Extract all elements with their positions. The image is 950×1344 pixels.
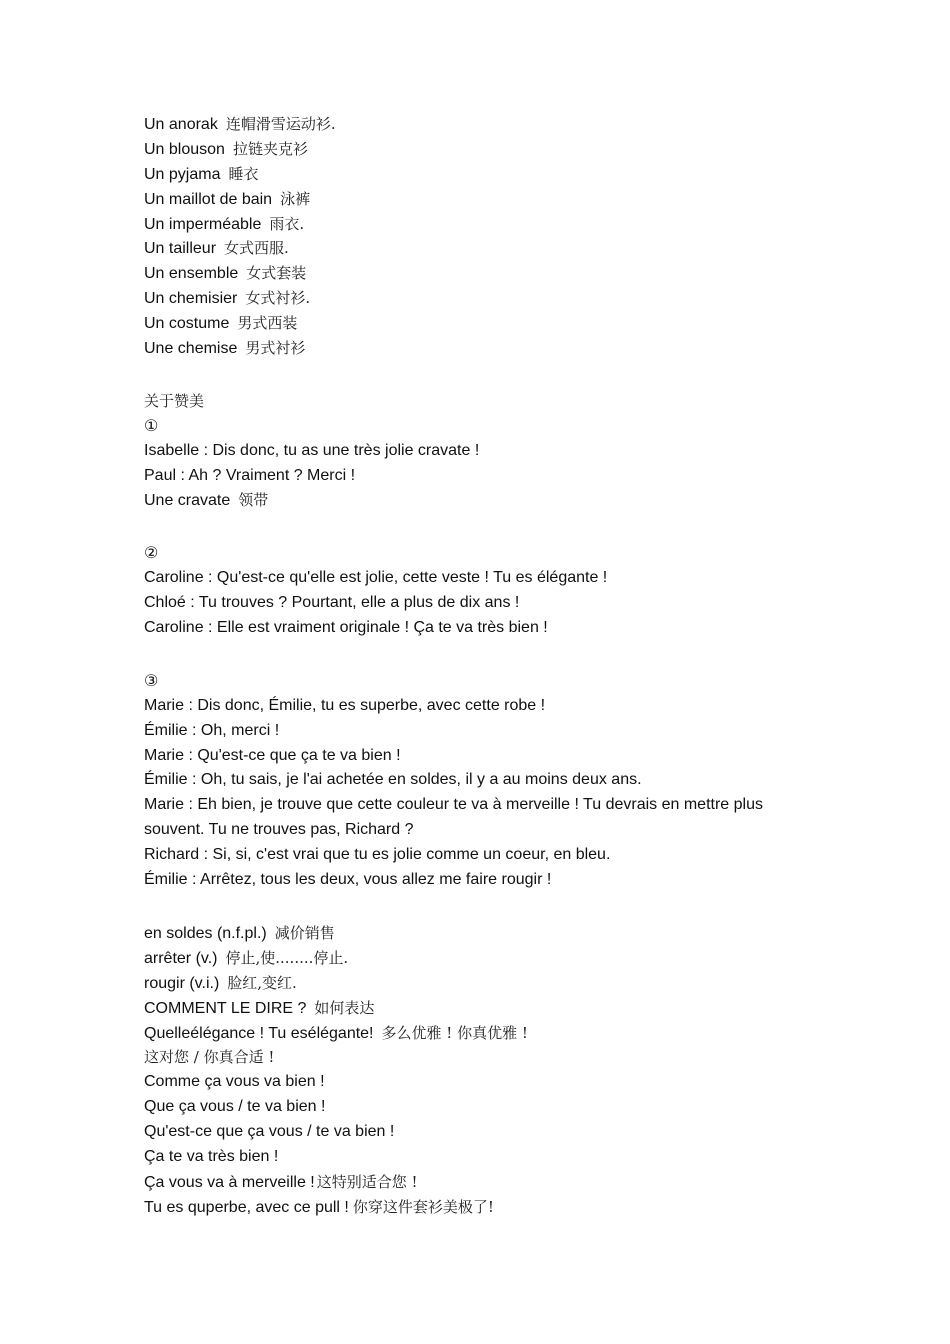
vocab-zh: 男式衬衫	[245, 339, 306, 358]
dialog-line: Paul : Ah ? Vraiment ? Merci !	[144, 466, 356, 484]
section-title: 关于赞美	[144, 391, 205, 410]
dialog-line: Émilie : Oh, tu sais, je l'ai achetée en soldes, il y a au moins deux ans.	[144, 771, 642, 789]
vocab-fr: Un pyjama	[144, 165, 221, 183]
vocab-fr: Une cravate	[144, 492, 231, 510]
dialog-marker: ②	[144, 543, 159, 563]
note-item	[144, 1045, 844, 1070]
note-fr: COMMENT LE DIRE ?	[144, 999, 307, 1017]
vocab-item	[144, 236, 844, 261]
spacer	[144, 513, 844, 541]
note-fr: Ça vous va à merveille !	[144, 1173, 315, 1191]
vocab-item	[144, 261, 844, 286]
note-fr: Quelleélégance ! Tu eséléganteǃ	[144, 1024, 374, 1042]
vocab-zh: 女式西服.	[224, 239, 289, 258]
dialog-3	[144, 669, 844, 893]
note-item	[144, 1021, 844, 1046]
note-item: Qu'est-ce que ça vous / te va bien !	[144, 1123, 395, 1141]
vocab-item	[144, 311, 844, 336]
note-item	[144, 971, 844, 996]
vocab-zh: 雨衣.	[269, 214, 305, 233]
vocab-fr: Une chemise	[144, 340, 238, 358]
dialog-line: Chloé : Tu trouves ? Pourtant, elle a plus de dix ans !	[144, 594, 520, 612]
note-fr: arrêter (v.)	[144, 949, 218, 967]
dialog-line: Richard : Si, si, c'est vrai que tu es jolie comme un coeur, en bleu.	[144, 846, 611, 864]
spacer	[144, 361, 844, 389]
spacer	[144, 893, 844, 921]
note-zh: 停止,使........停止.	[225, 948, 349, 967]
vocab-item	[144, 286, 844, 311]
note-item	[144, 1195, 844, 1220]
vocab-list	[144, 112, 844, 361]
vocab-fr: Un blouson	[144, 140, 225, 158]
vocab-fr: Un maillot de bain	[144, 190, 273, 208]
dialog-line: Caroline : Elle est vraiment originale ! Ça te va très bien !	[144, 619, 548, 637]
dialog-1	[144, 414, 844, 514]
note-zh: 你穿这件套衫美极了!	[352, 1197, 494, 1216]
note-zh: 这特别适合您 !	[316, 1172, 418, 1191]
note-zh: 脸红,变红.	[227, 973, 297, 992]
vocab-zh: 领带	[238, 491, 269, 510]
vocab-zh: 男式西装	[237, 314, 298, 333]
vocab-zh: 女式衬衫.	[245, 289, 311, 308]
vocab-item	[144, 187, 844, 212]
vocab-zh: 拉链夹克衫	[232, 139, 308, 158]
vocab-fr: Un chemisier	[144, 290, 238, 308]
vocab-fr: Un tailleur	[144, 240, 217, 258]
vocab-zh: 连帽滑雪运动衫.	[225, 115, 336, 133]
dialog-line: Caroline : Qu'est-ce qu'elle est jolie, cette veste ! Tu es élégante !	[144, 569, 608, 587]
dialog-marker: ①	[144, 415, 159, 435]
vocab-fr: Un ensemble	[144, 265, 239, 283]
vocab-item	[144, 112, 844, 137]
vocab-fr: Un imperméable	[144, 215, 262, 233]
note-item	[144, 1170, 844, 1195]
vocab-zh: 睡衣	[228, 164, 259, 183]
dialog-marker: ③	[144, 670, 159, 690]
note-zh: 多么优雅 ! 你真优雅 !	[381, 1023, 528, 1042]
vocab-item	[144, 162, 844, 187]
note-fr: Tu es quperbe, avec ce pull !	[144, 1198, 349, 1216]
spacer	[144, 641, 844, 669]
note-zh: 这对您 / 你真合适 !	[144, 1048, 275, 1067]
note-fr: en soldes (n.f.pl.)	[144, 924, 267, 942]
vocab-item	[144, 212, 844, 237]
notes-section	[144, 921, 844, 1220]
note-item: Ça te va très bien !	[144, 1147, 279, 1165]
dialog-line: Marie : Qu'est-ce que ça te va bien !	[144, 746, 401, 764]
vocab-item	[144, 137, 844, 162]
note-item	[144, 996, 844, 1021]
note-item	[144, 946, 844, 971]
vocab-item	[144, 488, 844, 513]
dialog-line: Marie : Dis donc, Émilie, tu es superbe, avec cette robe !	[144, 696, 546, 714]
note-item	[144, 921, 844, 946]
note-zh: 减价销售	[274, 923, 335, 942]
vocab-item	[144, 336, 844, 361]
vocab-fr: Un anorak	[144, 116, 218, 133]
vocab-fr: Un costume	[144, 315, 230, 333]
dialog-2	[144, 541, 844, 641]
note-zh: 如何表达	[314, 998, 375, 1017]
document-body	[144, 112, 844, 1220]
vocab-zh: 泳裤	[280, 189, 311, 208]
dialog-line: Émilie : Oh, merci !	[144, 721, 280, 739]
dialog-line: Émilie : Arrêtez, tous les deux, vous allez me faire rougir !	[144, 871, 552, 889]
dialog-line: Isabelle : Dis donc, tu as une très jolie cravate !	[144, 441, 480, 459]
note-fr: rougir (v.i.)	[144, 974, 220, 992]
note-item: Comme ça vous va bien !	[144, 1073, 325, 1091]
note-item: Que ça vous / te va bien !	[144, 1098, 326, 1116]
vocab-zh: 女式套装	[246, 264, 307, 283]
dialog-line: Marie : Eh bien, je trouve que cette couleur te va à merveille ! Tu devrais en mettre plus souvent. Tu ne trouves pas, Richard ?	[144, 796, 763, 839]
